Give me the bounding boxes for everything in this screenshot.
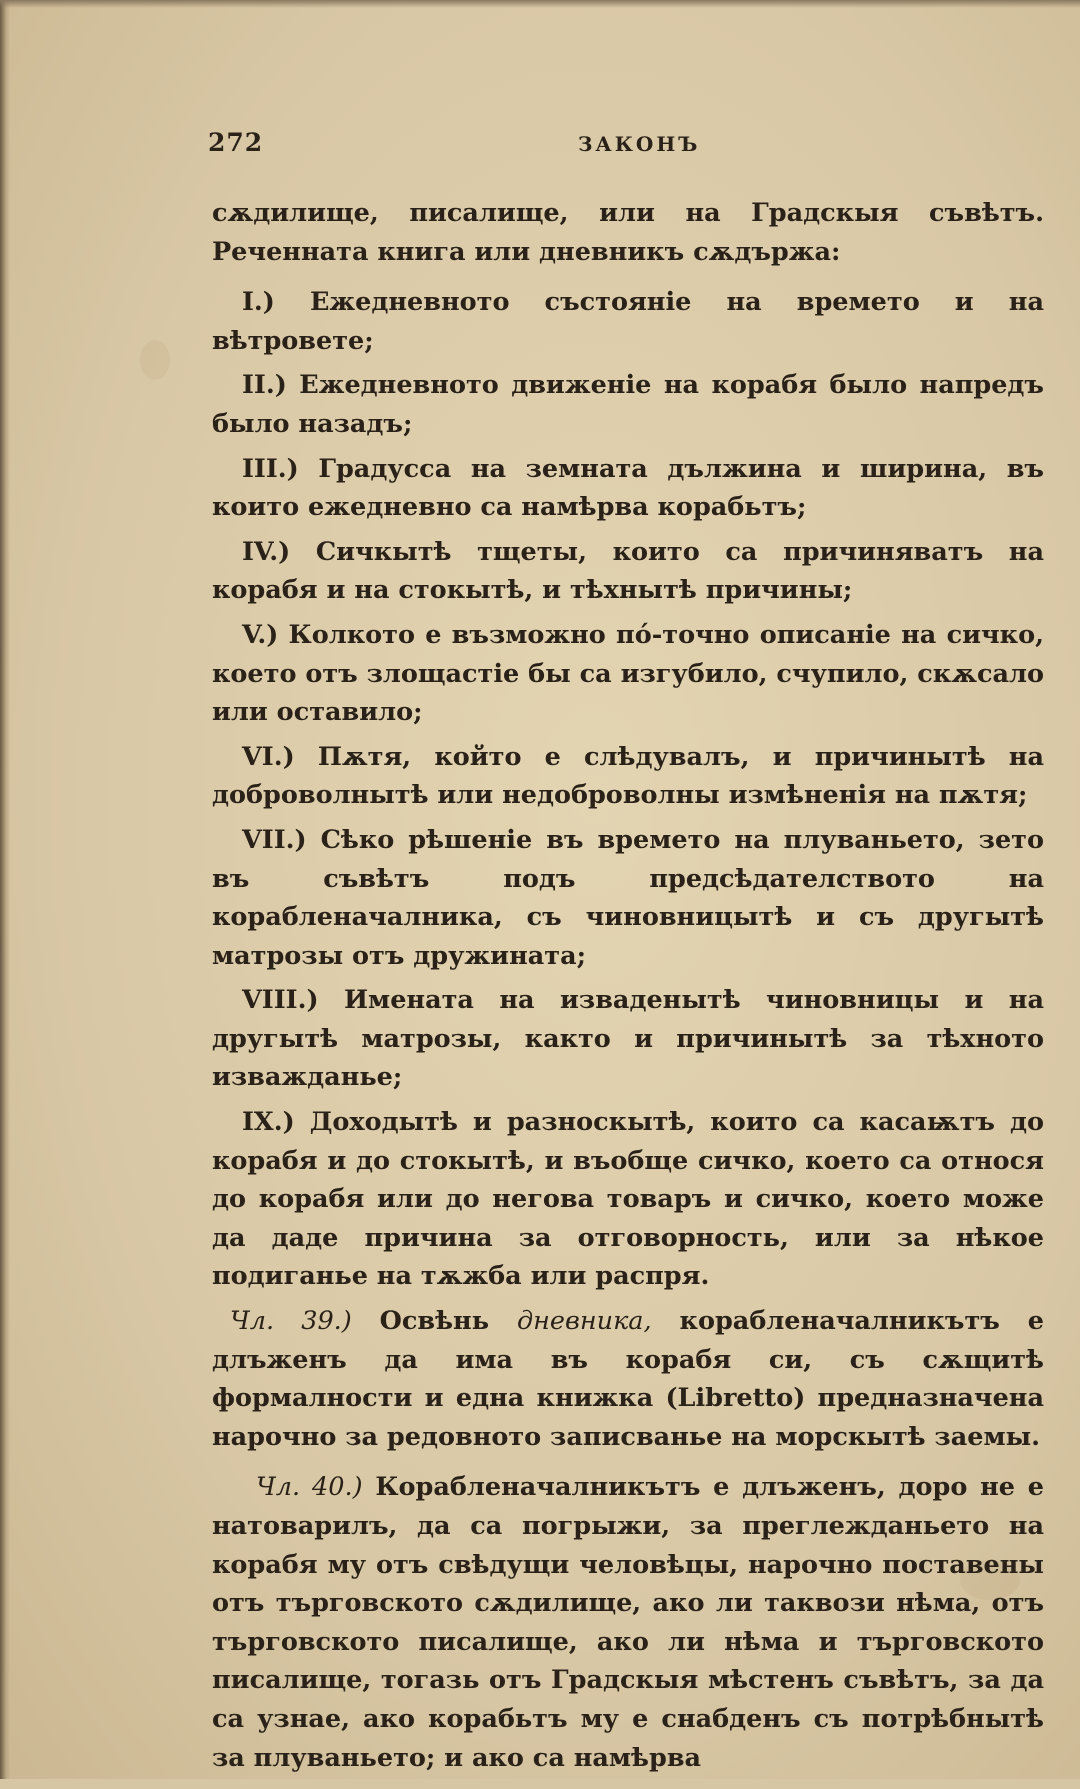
article-text: корабленачалникътъ е длъженъ да има въ корабя си, съ сѫщитѣ формалности и една книжка (Libretto) предназначена нарочно за редовното записванье на морскытѣ заемы. — [212, 1306, 1044, 1452]
paper-stain — [140, 340, 170, 380]
body-text — [212, 194, 1044, 1789]
page-top-shadow — [0, 0, 1080, 8]
item-text: Градусса на земната дължина и ширина, въ които ежедневно са намѣрва корабьтъ; — [212, 453, 1044, 523]
list-item — [212, 533, 1044, 610]
item-number: I.) — [242, 287, 275, 318]
list-item — [212, 1103, 1044, 1296]
item-text: Ежедневното състояніе на времето и на вѣтровете; — [212, 287, 1044, 356]
item-number: V.) — [242, 619, 279, 650]
list-item — [212, 450, 1044, 527]
list-item — [212, 366, 1044, 443]
list-item — [212, 283, 1044, 360]
item-text: Ежедневното движеніе на корабя было напредъ было назадъ; — [212, 370, 1044, 439]
list-item — [212, 981, 1044, 1097]
item-number: VIII.) — [242, 985, 319, 1016]
item-text: Доходытѣ и разноскытѣ, които са касаѭтъ до корабя и до стокытѣ, и въобще сичко, което са относя до корабя или до негова товаръ и сичко, което може да даде причина за отговорность, или за нѣкое подиганье на тѫжба или распря. — [212, 1107, 1044, 1292]
intro-paragraph: сѫдилище, писалище, или на Градскыя съвѣтъ. Реченната книга или дневникъ сѫдържа: — [212, 198, 1044, 267]
item-text: Сичкытѣ тщеты, които са причиняватъ на корабя и на стокытѣ, и тѣхнытѣ причины; — [212, 536, 1044, 606]
article-39 — [212, 1302, 1044, 1456]
list-item — [212, 821, 1044, 975]
item-text: Сѣко рѣшеніе въ времето на плуваньето, зето въ съвѣтъ подъ предсѣдателството на корабленачалника, съ чиновницытѣ и съ другытѣ матрозы отъ дружината; — [212, 824, 1044, 971]
item-number: VII.) — [242, 824, 307, 855]
page-edge-shadow — [0, 0, 10, 1779]
item-text: Колкото е възможно по́-точно описаніе на сичко, което отъ злощастіе бы са изгубило, счупило, скѫсало или оставило; — [212, 619, 1044, 728]
article-emphasis: дневника, — [516, 1306, 652, 1337]
item-number: VI.) — [242, 741, 295, 772]
item-number: IV.) — [242, 536, 291, 567]
article-ref: Чл. 39.) — [230, 1306, 352, 1337]
running-title: ЗАКОНЪ — [578, 132, 701, 156]
article-40 — [212, 1468, 1044, 1777]
item-text: Пѫтя, който е слѣдувалъ, и причинытѣ на доброволнытѣ или недоброволны измѣненія на пѫтя; — [212, 741, 1044, 811]
item-number: II.) — [242, 370, 287, 401]
list-item — [212, 738, 1044, 815]
item-number: III.) — [242, 453, 299, 484]
page-header — [208, 128, 1040, 164]
item-number: IX.) — [242, 1107, 295, 1138]
item-text: Имената на изваденытѣ чиновницы и на другытѣ матрозы, както и причинытѣ за тѣхното изважданье; — [212, 985, 1044, 1093]
article-text: Корабленачалникътъ е длъженъ, доро не е натоварилъ, да са погрыжи, за преглежданьето на корабя му отъ свѣдущи человѣцы, нарочно поставены отъ търговското сѫдилище, ако ли таквози нѣма, отъ търговското писалище, ако ли нѣма и търговското писалище, тогазь отъ Градскыя мѣстенъ съвѣтъ, за да са узнае, ако корабьтъ му е снабденъ съ потрѣбнытѣ за плуваньето; и ако са намѣрва — [212, 1472, 1045, 1773]
list-item — [212, 616, 1044, 732]
page-number: 272 — [208, 128, 264, 157]
article-text: Освѣнь — [379, 1306, 490, 1337]
article-ref: Чл. 40.) — [256, 1472, 363, 1503]
